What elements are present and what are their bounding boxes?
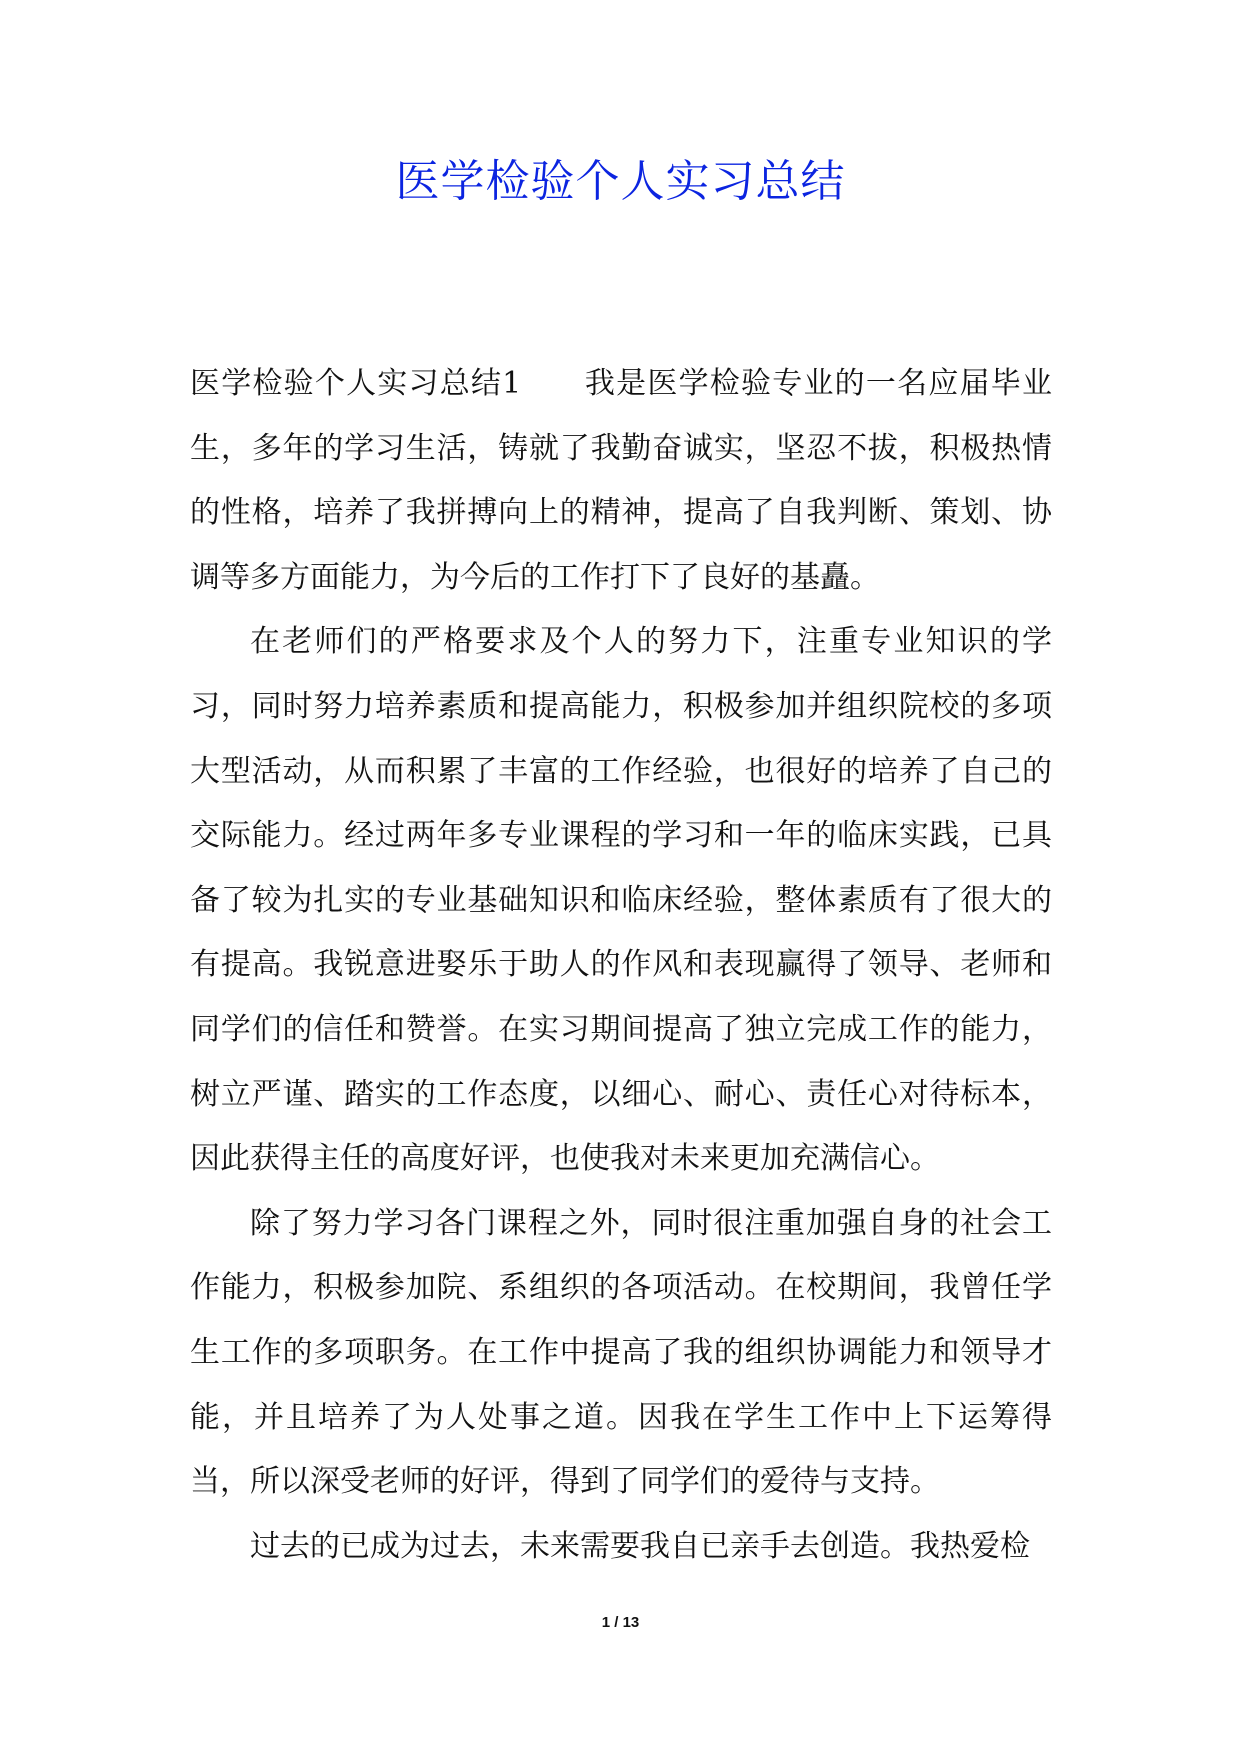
paragraph-intro: 医学检验个人实习总结1 我是医学检验专业的一名应届毕业生，多年的学习生活，铸就了我勤奋诚实，坚忍不拔，积极热情的性格，培养了我拼搏向上的精神，提高了自我判断、策划、协调等多方面能力，为今后的工作打下了良好的基矗。 xyxy=(190,366,1052,595)
document-title: 医学检验个人实习总结 xyxy=(395,156,846,207)
paragraph-activities: 除了努力学习各门课程之外，同时很注重加强自身的社会工作能力，积极参加院、系组织的各项活动。在校期间，我曾任学生工作的多项职务。在工作中提高了我的组织协调能力和领导才能，并且培养了为人处事之道。因我在学生工作中上下运筹得当，所以深受老师的好评，得到了同学们的爱待与支持。 xyxy=(190,1205,1052,1500)
page-number: 1 / 13 xyxy=(601,1614,640,1631)
paragraph-future: 过去的已成为过去，未来需要我自已亲手去创造。我热爱检 xyxy=(250,1528,1030,1564)
paragraph-study: 在老师们的严格要求及个人的努力下，注重专业知识的学习，同时努力培养素质和提高能力，积极参加并组织院校的多项大型活动，从而积累了丰富的工作经验，也很好的培养了自己的交际能力。经过两年多专业课程的学习和一年的临床实践，已具备了较为扎实的专业基础知识和临床经验，整体素质有了很大的有提高。我锐意进娶乐于助人的作风和表现赢得了领导、老师和同学们的信任和赞誉。在实习期间提高了独立完成工作的能力，树立严谨、踏实的工作态度，以细心、耐心、责任心对待标本，因此获得主任的高度好评，也使我对未来更加充满信心。 xyxy=(190,624,1052,1177)
document-body xyxy=(190,352,1052,1579)
